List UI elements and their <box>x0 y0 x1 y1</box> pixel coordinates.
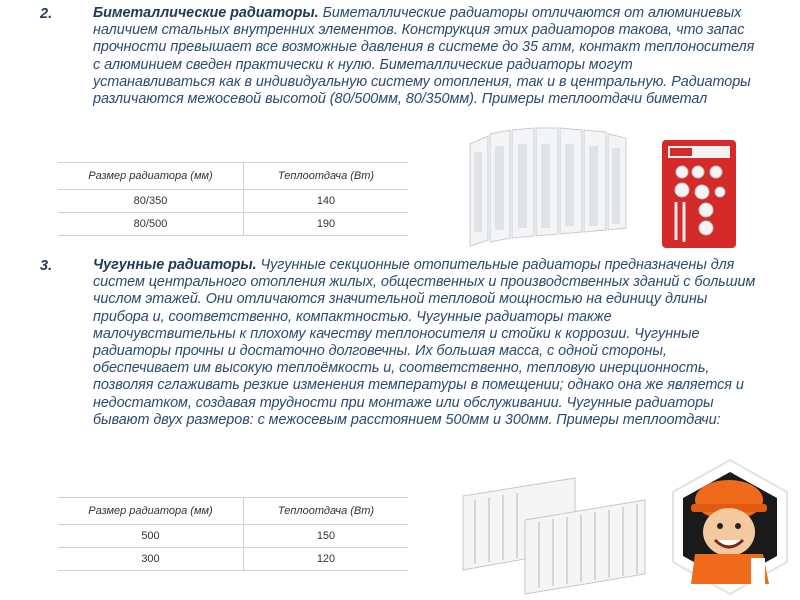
column-header-heat: Теплоотдача (Вт) <box>244 498 409 525</box>
section-paragraph <box>93 257 758 429</box>
section-text: Чугунные секционные отопительные радиаторы предназначены для систем центрального отопления жилых, общественных и производственных зданий с большим числом этажей. Они отличаются значительной тепловой мощностью на единицу длины прибора и, соответственно, компактностью. Чугунные радиаторы также малочувствительны к плохому качеству теплоносителя и стойки к коррозии. Чугунные радиаторы прочны и достаточно долговечны. Их большая масса, с одной стороны, обеспечивает им высокую теплоёмкость и, соответственно, тепловую инерционность, позволяя сглаживать резкие изменения температуры в помещении; однако она же является и недостатком, создавая трудности при монтаже или обслуживании. Чугунные радиаторы бывают двух размеров: с межосевым расстоянием 500мм и 300мм. Примеры теплоотдачи: <box>93 257 756 428</box>
table-row <box>58 213 408 236</box>
table-cell: 190 <box>244 213 409 236</box>
bimetal-heat-table <box>58 162 408 236</box>
table-cell: 500 <box>58 525 244 548</box>
table-header-row <box>58 498 408 525</box>
section-number: 2. <box>40 6 53 22</box>
table-cell: 120 <box>244 548 409 571</box>
section-number: 3. <box>40 258 53 274</box>
table-header-row <box>58 163 408 190</box>
section-title: Чугунные радиаторы. <box>93 257 257 273</box>
column-header-heat: Теплоотдача (Вт) <box>244 163 409 190</box>
section-text: Биметаллические радиаторы отличаются от алюминиевых наличием стальных внутренних элементов. Конструкция этих радиаторов такова, что запас прочности превышает все возможные давления в системе до 35 атм, контакт теплоносителя с алюминием сведен практически к нулю. Биметаллические радиаторы могут устанавливаться как в индивидуальную систему отопления, так и в центральную. Радиаторы различаются межосевой высотой (80/500мм, 80/350мм). Примеры теплоотдачи биметал <box>93 5 755 108</box>
table-cell: 80/500 <box>58 213 244 236</box>
fitting-kit-image <box>660 138 738 250</box>
bimetal-radiator-image <box>460 122 648 250</box>
table-cell: 80/350 <box>58 190 244 213</box>
cast-iron-radiator-image <box>455 470 650 596</box>
worker-mascot-image <box>665 458 795 598</box>
table-cell: 140 <box>244 190 409 213</box>
table-row <box>58 548 408 571</box>
table-cell: 300 <box>58 548 244 571</box>
column-header-size: Размер радиатора (мм) <box>58 163 244 190</box>
cast-iron-heat-table <box>58 497 408 571</box>
table-cell: 150 <box>244 525 409 548</box>
column-header-size: Размер радиатора (мм) <box>58 498 244 525</box>
section-paragraph <box>93 5 758 108</box>
section-title: Биметаллические радиаторы. <box>93 5 319 21</box>
table-row <box>58 525 408 548</box>
table-row <box>58 190 408 213</box>
